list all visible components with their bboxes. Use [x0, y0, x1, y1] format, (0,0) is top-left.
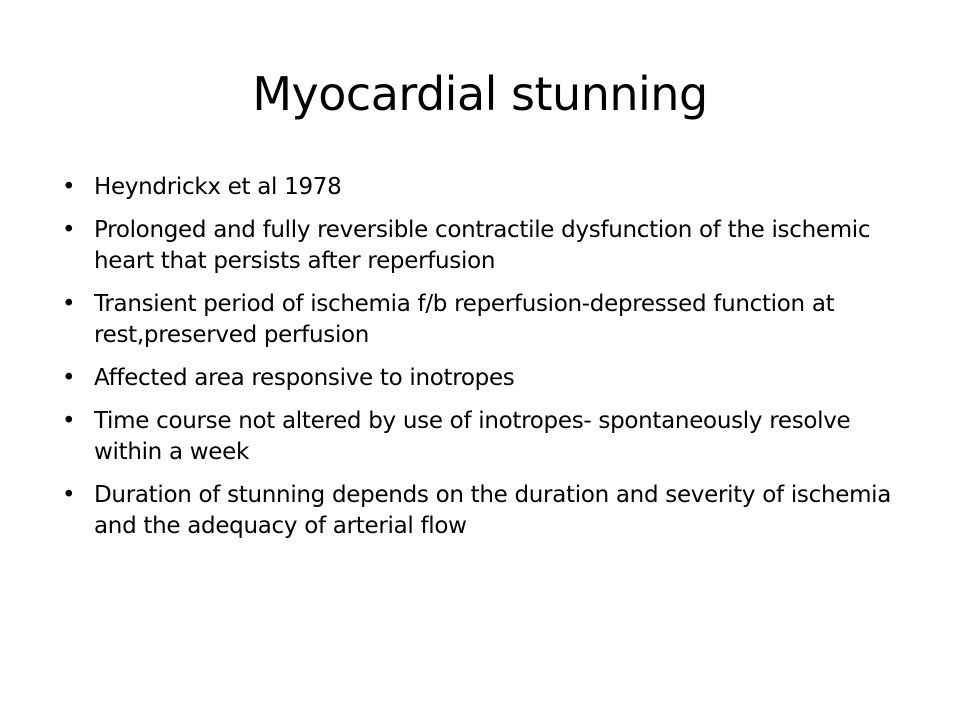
bullet-list [62, 172, 912, 554]
bullet-text: Duration of stunning depends on the duration and severity of ischemia and the adequacy of arterial flow [94, 482, 892, 539]
bullet-text: Time course not altered by use of inotropes- spontaneously resolve within a week [94, 408, 851, 465]
bullet-dot-icon: • [62, 365, 76, 391]
bullet-item [62, 406, 912, 468]
slide-title: Myocardial stunning [252, 67, 708, 121]
bullet-dot-icon: • [62, 174, 76, 200]
bullet-item [62, 172, 912, 203]
bullet-text: Transient period of ischemia f/b reperfusion-depressed function at rest,preserved perfusion [94, 291, 835, 348]
bullet-dot-icon: • [62, 217, 76, 243]
bullet-text: Heyndrickx et al 1978 [94, 174, 342, 200]
bullet-dot-icon: • [62, 408, 76, 434]
bullet-text: Affected area responsive to inotropes [94, 365, 515, 391]
bullet-item [62, 480, 912, 542]
bullet-item [62, 363, 912, 394]
bullet-item [62, 215, 912, 277]
bullet-dot-icon: • [62, 482, 76, 508]
bullet-item [62, 289, 912, 351]
bullet-dot-icon: • [62, 291, 76, 317]
bullet-text: Prolonged and fully reversible contractile dysfunction of the ischemic heart that persists after reperfusion [94, 217, 871, 274]
